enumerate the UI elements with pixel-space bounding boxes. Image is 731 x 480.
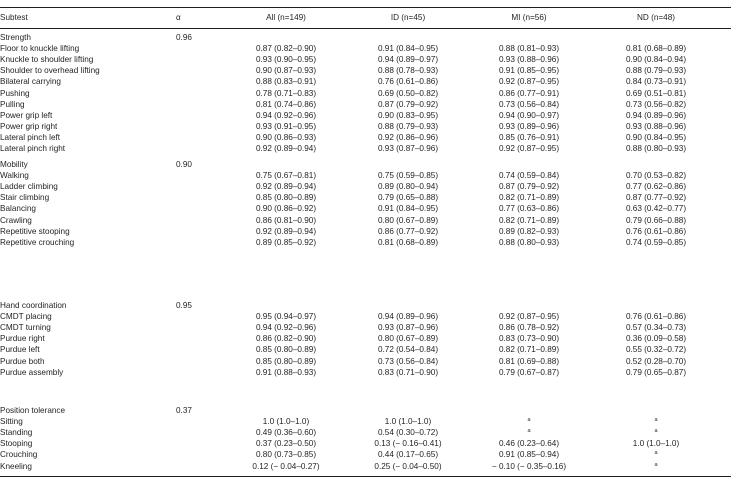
value-nd: 1.0 (1.0–1.0) xyxy=(632,439,680,449)
value-id: 0.90 (0.83–0.95) xyxy=(377,110,439,120)
value-all: 0.93 (0.91–0.95) xyxy=(255,121,317,131)
group-alpha: 0.95 xyxy=(176,301,192,310)
table-row xyxy=(0,356,731,367)
value-all: 0.81 (0.74–0.86) xyxy=(255,99,317,109)
subtest-name: Floor to knuckle lifting xyxy=(0,44,80,54)
value-mi: 0.82 (0.71–0.89) xyxy=(498,193,560,203)
value-nd: 0.87 (0.77–0.92) xyxy=(625,193,687,203)
value-nd: a xyxy=(654,461,658,468)
subtest-name: Purdue left xyxy=(0,345,40,355)
table-header-rule xyxy=(0,28,731,29)
value-mi: 0.86 (0.77–0.91) xyxy=(498,88,560,98)
table-top-rule xyxy=(0,7,731,8)
value-nd: 0.73 (0.56–0.82) xyxy=(625,99,687,109)
value-nd: 0.93 (0.88–0.96) xyxy=(625,121,687,131)
value-all: 0.86 (0.82–0.90) xyxy=(255,334,317,344)
value-all: 0.12 (− 0.04–0.27) xyxy=(252,461,320,471)
value-id: 0.94 (0.89–0.97) xyxy=(377,55,439,65)
value-mi: 0.74 (0.59–0.84) xyxy=(498,171,560,181)
value-id: 0.94 (0.89–0.96) xyxy=(377,312,439,322)
table-row xyxy=(0,88,731,99)
value-mi: 0.82 (0.71–0.89) xyxy=(498,215,560,225)
header-all: All (n=149) xyxy=(266,13,306,22)
subtest-name: CMDT turning xyxy=(0,323,51,333)
value-id: 0.76 (0.61–0.86) xyxy=(377,77,439,87)
value-id: 0.69 (0.50–0.82) xyxy=(377,88,439,98)
table-row xyxy=(0,192,731,203)
table-row xyxy=(0,416,731,427)
subtest-name: Purdue right xyxy=(0,334,45,344)
value-id: 0.75 (0.59–0.85) xyxy=(377,171,439,181)
value-all: 0.91 (0.88–0.93) xyxy=(255,367,317,377)
group-alpha: 0.90 xyxy=(176,160,192,169)
value-all: 0.93 (0.90–0.95) xyxy=(255,55,317,65)
table-bottom-rule xyxy=(0,476,731,477)
value-nd: 0.79 (0.65–0.87) xyxy=(625,367,687,377)
value-all: 0.37 (0.23–0.50) xyxy=(255,439,317,449)
value-id: 0.25 (− 0.04–0.50) xyxy=(374,461,442,471)
table-row xyxy=(0,322,731,333)
value-id: 0.81 (0.68–0.89) xyxy=(377,237,439,247)
value-nd: 0.94 (0.89–0.96) xyxy=(625,110,687,120)
value-all: 0.92 (0.89–0.94) xyxy=(255,226,317,236)
value-nd: 0.55 (0.32–0.72) xyxy=(625,345,687,355)
value-id: 0.88 (0.78–0.93) xyxy=(377,66,439,76)
table-row xyxy=(0,215,731,226)
value-nd: 0.57 (0.34–0.73) xyxy=(625,323,687,333)
subtest-name: Power grip right xyxy=(0,121,58,131)
value-id: 0.87 (0.79–0.92) xyxy=(377,99,439,109)
value-mi: 0.91 (0.85–0.94) xyxy=(498,450,560,460)
subtest-name: Shoulder to overhead lifting xyxy=(0,66,100,76)
value-all: 0.87 (0.82–0.90) xyxy=(255,44,317,54)
subtest-name: Purdue both xyxy=(0,356,45,366)
table-row xyxy=(0,203,731,214)
value-nd: 0.76 (0.61–0.86) xyxy=(625,312,687,322)
subtest-name: Standing xyxy=(0,428,33,438)
value-nd: 0.88 (0.79–0.93) xyxy=(625,66,687,76)
subtest-name: Crouching xyxy=(0,450,38,460)
value-all: 0.49 (0.36–0.60) xyxy=(255,428,317,438)
table-row xyxy=(0,54,731,65)
value-id: 0.80 (0.67–0.89) xyxy=(377,334,439,344)
value-nd: 0.90 (0.84–0.94) xyxy=(625,55,687,65)
value-id: 0.54 (0.30–0.72) xyxy=(377,428,439,438)
value-mi: a xyxy=(527,417,531,424)
value-nd: 0.52 (0.28–0.70) xyxy=(625,356,687,366)
value-mi: 0.83 (0.73–0.90) xyxy=(498,334,560,344)
group-name: Position tolerance xyxy=(0,406,66,415)
group-row xyxy=(0,159,731,170)
value-id: 0.86 (0.77–0.92) xyxy=(377,226,439,236)
value-all: 0.89 (0.85–0.92) xyxy=(255,237,317,247)
value-id: 0.89 (0.80–0.94) xyxy=(377,182,439,192)
value-all: 0.90 (0.86–0.92) xyxy=(255,204,317,214)
table-row xyxy=(0,226,731,237)
value-all: 0.94 (0.92–0.96) xyxy=(255,323,317,333)
value-id: 0.79 (0.65–0.88) xyxy=(377,193,439,203)
value-all: 0.90 (0.86–0.93) xyxy=(255,132,317,142)
value-id: 0.80 (0.67–0.89) xyxy=(377,215,439,225)
group-name: Strength xyxy=(0,33,31,42)
value-nd: 0.77 (0.62–0.86) xyxy=(625,182,687,192)
value-all: 0.92 (0.89–0.94) xyxy=(255,182,317,192)
value-id: 0.44 (0.17–0.65) xyxy=(377,450,439,460)
group-name: Mobility xyxy=(0,160,28,169)
value-id: 0.91 (0.84–0.95) xyxy=(377,44,439,54)
subtest-name: Repetitive stooping xyxy=(0,226,70,236)
value-mi: 0.88 (0.80–0.93) xyxy=(498,237,560,247)
subtest-name: Lateral pinch right xyxy=(0,144,66,153)
table-row xyxy=(0,121,731,132)
value-mi: 0.91 (0.85–0.95) xyxy=(498,66,560,76)
header-alpha: α xyxy=(176,13,181,22)
header-subtest: Subtest xyxy=(0,13,28,22)
value-mi: 0.87 (0.79–0.92) xyxy=(498,182,560,192)
value-nd: 0.63 (0.42–0.77) xyxy=(625,204,687,214)
value-mi: 0.93 (0.89–0.96) xyxy=(498,121,560,131)
value-all: 0.90 (0.87–0.93) xyxy=(255,66,317,76)
value-id: 0.91 (0.84–0.95) xyxy=(377,204,439,214)
subtest-name: Ladder climbing xyxy=(0,182,58,192)
table-row xyxy=(0,99,731,110)
table-row xyxy=(0,438,731,449)
value-mi: 0.88 (0.81–0.93) xyxy=(498,44,560,54)
table-row xyxy=(0,237,731,248)
value-all: 0.80 (0.73–0.85) xyxy=(255,450,317,460)
table-row xyxy=(0,333,731,344)
table-row xyxy=(0,311,731,322)
group-row xyxy=(0,300,731,311)
value-nd: 0.88 (0.80–0.93) xyxy=(625,144,687,153)
value-id: 0.88 (0.79–0.93) xyxy=(377,121,439,131)
value-id: 0.93 (0.87–0.96) xyxy=(377,144,439,153)
value-mi: a xyxy=(527,428,531,435)
table-row xyxy=(0,43,731,54)
header-id: ID (n=45) xyxy=(390,13,426,22)
value-mi: 0.92 (0.87–0.95) xyxy=(498,312,560,322)
subtest-name: Lateral pinch left xyxy=(0,132,61,142)
table-row xyxy=(0,65,731,76)
header-mi: MI (n=56) xyxy=(511,13,547,22)
value-nd: 0.69 (0.51–0.81) xyxy=(625,88,687,98)
value-all: 0.75 (0.67–0.81) xyxy=(255,171,317,181)
table-row xyxy=(0,367,731,378)
value-nd: 0.70 (0.53–0.82) xyxy=(625,171,687,181)
group-row xyxy=(0,405,731,416)
value-id: 0.72 (0.54–0.84) xyxy=(377,345,439,355)
value-id: 1.0 (1.0–1.0) xyxy=(384,417,432,427)
value-mi: 0.79 (0.67–0.87) xyxy=(498,367,560,377)
subtest-name: CMDT placing xyxy=(0,312,52,322)
subtest-name: Kneeling xyxy=(0,461,32,471)
value-id: 0.92 (0.86–0.96) xyxy=(377,132,439,142)
table-row xyxy=(0,427,731,438)
value-nd: 0.84 (0.73–0.91) xyxy=(625,77,687,87)
value-all: 1.0 (1.0–1.0) xyxy=(262,417,310,427)
value-nd: 0.76 (0.61–0.86) xyxy=(625,226,687,236)
value-id: 0.83 (0.71–0.90) xyxy=(377,367,439,377)
subtest-name: Crawling xyxy=(0,215,32,225)
value-all: 0.95 (0.94–0.97) xyxy=(255,312,317,322)
table-row xyxy=(0,461,731,472)
subtest-name: Walking xyxy=(0,171,29,181)
subtest-name: Pulling xyxy=(0,99,25,109)
value-all: 0.88 (0.83–0.91) xyxy=(255,77,317,87)
table-row xyxy=(0,344,731,355)
table-row xyxy=(0,449,731,460)
header-nd: ND (n=48) xyxy=(637,13,675,22)
value-nd: a xyxy=(654,428,658,435)
value-mi: 0.86 (0.78–0.92) xyxy=(498,323,560,333)
value-all: 0.92 (0.89–0.94) xyxy=(255,144,317,153)
value-all: 0.94 (0.92–0.96) xyxy=(255,110,317,120)
value-mi: 0.46 (0.23–0.64) xyxy=(498,439,560,449)
value-all: 0.86 (0.81–0.90) xyxy=(255,215,317,225)
value-mi: − 0.10 (− 0.35–0.16) xyxy=(491,461,567,471)
subtest-name: Balancing xyxy=(0,204,36,214)
value-mi: 0.85 (0.76–0.91) xyxy=(498,132,560,142)
subtest-name: Power grip left xyxy=(0,110,53,120)
value-all: 0.85 (0.80–0.89) xyxy=(255,345,317,355)
value-mi: 0.94 (0.90–0.97) xyxy=(498,110,560,120)
value-nd: 0.74 (0.59–0.85) xyxy=(625,237,687,247)
subtest-name: Sitting xyxy=(0,417,23,427)
value-nd: 0.36 (0.09–0.58) xyxy=(625,334,687,344)
subtest-name: Pushing xyxy=(0,88,30,98)
value-nd: 0.90 (0.84–0.95) xyxy=(625,132,687,142)
subtest-name: Knuckle to shoulder lifting xyxy=(0,55,94,65)
value-nd: a xyxy=(654,417,658,424)
value-mi: 0.77 (0.63–0.86) xyxy=(498,204,560,214)
value-mi: 0.82 (0.71–0.89) xyxy=(498,345,560,355)
value-id: 0.13 (− 0.16–0.41) xyxy=(374,439,442,449)
value-mi: 0.93 (0.88–0.96) xyxy=(498,55,560,65)
group-row xyxy=(0,32,731,43)
table-row xyxy=(0,132,731,143)
value-nd: 0.81 (0.68–0.89) xyxy=(625,44,687,54)
value-nd: 0.79 (0.66–0.88) xyxy=(625,215,687,225)
value-all: 0.78 (0.71–0.83) xyxy=(255,88,317,98)
group-name: Hand coordination xyxy=(0,301,67,310)
table-row xyxy=(0,143,731,154)
value-id: 0.73 (0.56–0.84) xyxy=(377,356,439,366)
subtest-name: Bilateral carrying xyxy=(0,77,61,87)
value-all: 0.85 (0.80–0.89) xyxy=(255,193,317,203)
table-row xyxy=(0,170,731,181)
value-id: 0.93 (0.87–0.96) xyxy=(377,323,439,333)
table-row xyxy=(0,110,731,121)
subtest-name: Repetitive crouching xyxy=(0,237,75,247)
group-alpha: 0.96 xyxy=(176,33,192,42)
value-mi: 0.81 (0.69–0.88) xyxy=(498,356,560,366)
subtest-name: Purdue assembly xyxy=(0,367,64,377)
table-row xyxy=(0,181,731,192)
value-mi: 0.89 (0.82–0.93) xyxy=(498,226,560,236)
value-mi: 0.92 (0.87–0.95) xyxy=(498,144,560,153)
value-mi: 0.73 (0.56–0.84) xyxy=(498,99,560,109)
table-row xyxy=(0,76,731,87)
value-nd: a xyxy=(654,450,658,457)
group-alpha: 0.37 xyxy=(176,406,192,415)
value-mi: 0.92 (0.87–0.95) xyxy=(498,77,560,87)
subtest-name: Stooping xyxy=(0,439,33,449)
subtest-name: Stair climbing xyxy=(0,193,50,203)
value-all: 0.85 (0.80–0.89) xyxy=(255,356,317,366)
